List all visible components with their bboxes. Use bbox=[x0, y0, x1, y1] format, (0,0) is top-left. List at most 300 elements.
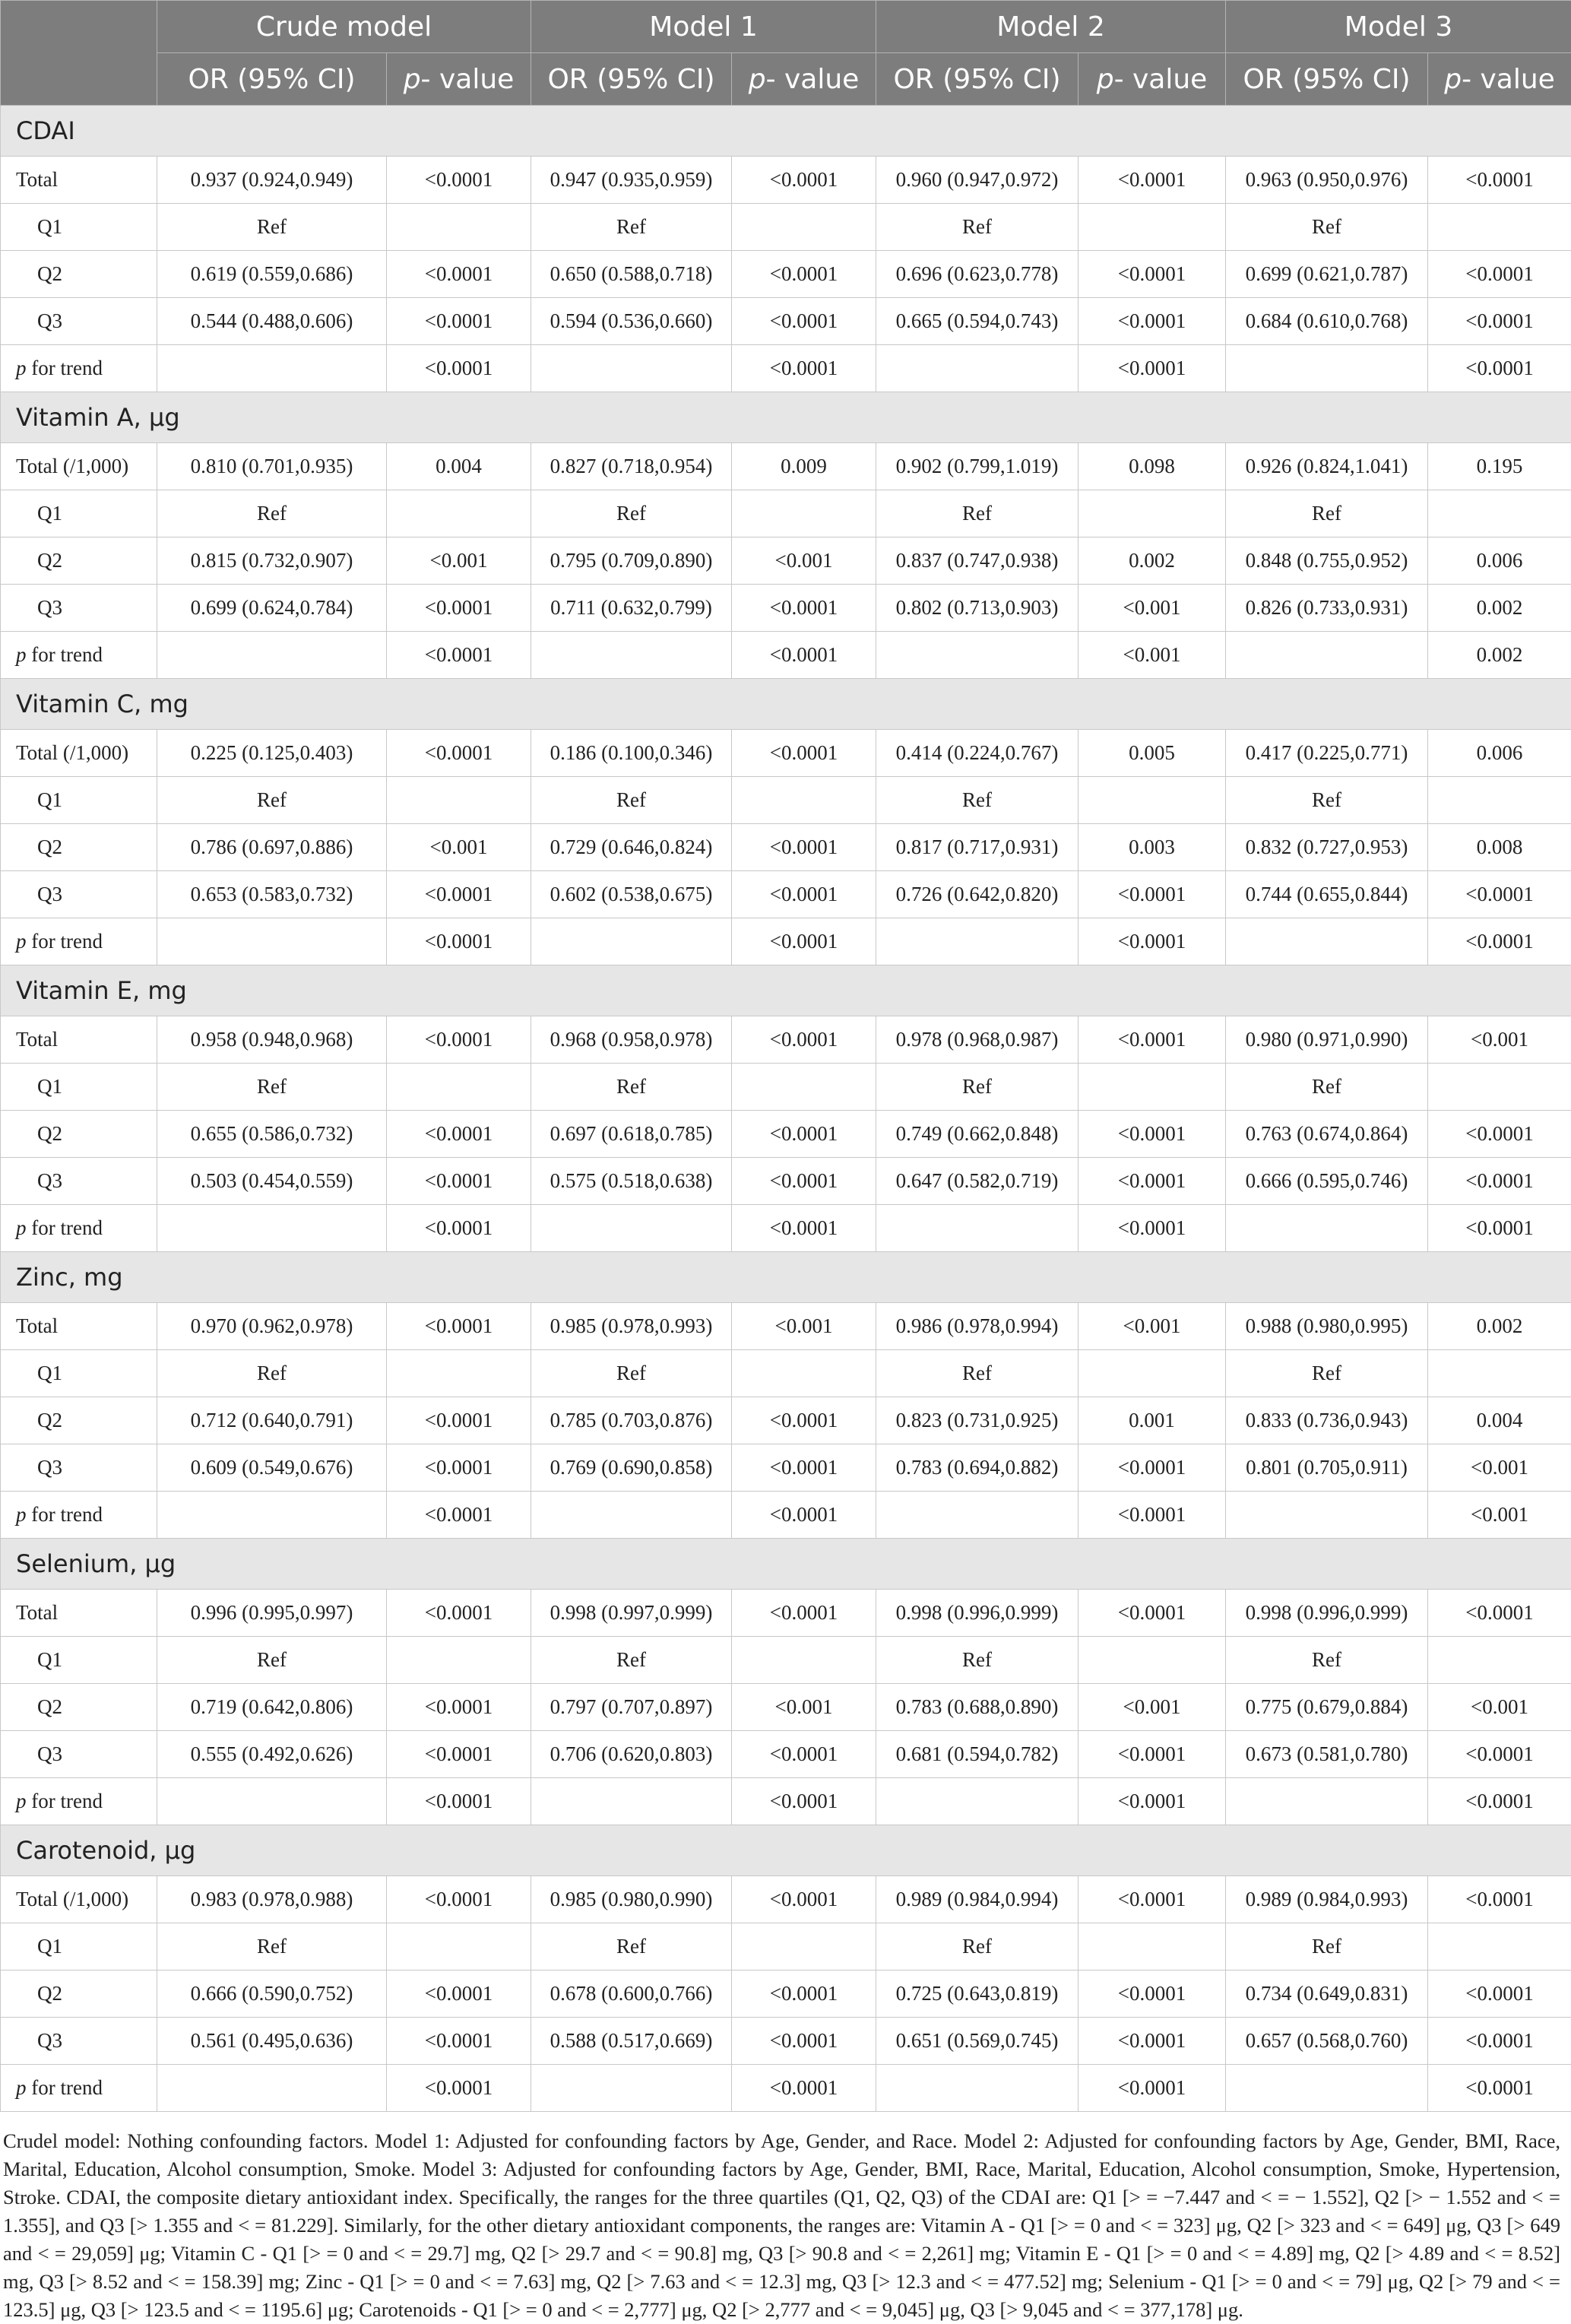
table-row bbox=[1, 730, 1571, 777]
or-ci-cell: 0.684 (0.610,0.768) bbox=[1226, 298, 1428, 345]
section-header-row bbox=[1, 392, 1571, 443]
p-value-cell: <0.0001 bbox=[387, 345, 531, 392]
row-label: Q2 bbox=[1, 1970, 157, 2018]
p-value-cell: <0.0001 bbox=[732, 1731, 876, 1778]
p-value-cell: <0.0001 bbox=[732, 1970, 876, 2018]
or-ci-cell: 0.988 (0.980,0.995) bbox=[1226, 1303, 1428, 1350]
row-label: Q2 bbox=[1, 1684, 157, 1731]
row-label: Q1 bbox=[1, 1923, 157, 1970]
section-title: Carotenoid, μg bbox=[1, 1825, 1571, 1876]
table-row bbox=[1, 1590, 1571, 1637]
p-value-cell: <0.0001 bbox=[1078, 1205, 1226, 1252]
p-value-cell: <0.001 bbox=[1428, 1016, 1571, 1064]
p-value-cell bbox=[387, 777, 531, 824]
p-value-cell: <0.0001 bbox=[387, 1303, 531, 1350]
row-label: Q3 bbox=[1, 2018, 157, 2065]
or-ci-cell: 0.678 (0.600,0.766) bbox=[531, 1970, 732, 2018]
p-value-cell bbox=[1078, 1923, 1226, 1970]
table-body bbox=[1, 106, 1571, 2112]
p-value-cell: 0.006 bbox=[1428, 730, 1571, 777]
p-value-cell: <0.0001 bbox=[732, 345, 876, 392]
table-row bbox=[1, 1397, 1571, 1444]
or-ci-cell bbox=[157, 918, 387, 965]
or-ci-cell: Ref bbox=[531, 490, 732, 537]
p-value-cell: 0.005 bbox=[1078, 730, 1226, 777]
p-value-cell: <0.0001 bbox=[1428, 251, 1571, 298]
or-ci-cell: 0.902 (0.799,1.019) bbox=[876, 443, 1078, 490]
row-label: Q2 bbox=[1, 1111, 157, 1158]
p-value-cell: <0.001 bbox=[732, 1303, 876, 1350]
p-value-cell bbox=[1428, 490, 1571, 537]
or-ci-cell: 0.653 (0.583,0.732) bbox=[157, 871, 387, 918]
or-ci-cell: Ref bbox=[531, 1064, 732, 1111]
p-value-suffix: - value bbox=[421, 64, 515, 95]
p-value-cell: 0.009 bbox=[732, 443, 876, 490]
p-value-header bbox=[387, 53, 531, 106]
subheader-row bbox=[1, 53, 1571, 106]
p-value-cell: <0.0001 bbox=[387, 632, 531, 679]
p-value-cell: <0.0001 bbox=[732, 1205, 876, 1252]
or-ci-cell: 0.832 (0.727,0.953) bbox=[1226, 824, 1428, 871]
or-ci-cell: 0.417 (0.225,0.771) bbox=[1226, 730, 1428, 777]
p-value-cell bbox=[1078, 1637, 1226, 1684]
p-value-cell bbox=[1428, 1923, 1571, 1970]
p-value-cell: <0.0001 bbox=[732, 2065, 876, 2112]
p-value-cell: <0.001 bbox=[1078, 632, 1226, 679]
p-value-suffix: - value bbox=[1114, 64, 1208, 95]
p-value-cell: <0.0001 bbox=[732, 585, 876, 632]
or-ci-cell: 0.823 (0.731,0.925) bbox=[876, 1397, 1078, 1444]
or-ci-cell: 0.837 (0.747,0.938) bbox=[876, 537, 1078, 585]
row-label: Total (/1,000) bbox=[1, 730, 157, 777]
or-ci-cell: 0.414 (0.224,0.767) bbox=[876, 730, 1078, 777]
p-value-cell: 0.002 bbox=[1428, 585, 1571, 632]
or-ci-cell: 0.609 (0.549,0.676) bbox=[157, 1444, 387, 1492]
or-ci-cell bbox=[157, 1205, 387, 1252]
corner-cell bbox=[1, 1, 157, 106]
or-ci-cell bbox=[531, 918, 732, 965]
or-ci-cell: 0.963 (0.950,0.976) bbox=[1226, 157, 1428, 204]
row-label: Q2 bbox=[1, 537, 157, 585]
trend-label-suffix: for trend bbox=[27, 643, 103, 666]
table-row bbox=[1, 1637, 1571, 1684]
table-row bbox=[1, 1064, 1571, 1111]
or-ci-cell: 0.815 (0.732,0.907) bbox=[157, 537, 387, 585]
or-ci-cell bbox=[876, 632, 1078, 679]
p-value-cell: <0.0001 bbox=[387, 1158, 531, 1205]
trend-label-suffix: for trend bbox=[27, 2076, 103, 2099]
or-ci-cell bbox=[1226, 918, 1428, 965]
table-row bbox=[1, 824, 1571, 871]
model-header-row bbox=[1, 1, 1571, 53]
or-ci-cell: 0.775 (0.679,0.884) bbox=[1226, 1684, 1428, 1731]
or-ci-cell: 0.673 (0.581,0.780) bbox=[1226, 1731, 1428, 1778]
p-value-cell: <0.0001 bbox=[1428, 1111, 1571, 1158]
or-ci-cell: 0.989 (0.984,0.993) bbox=[1226, 1876, 1428, 1923]
or-ci-cell: Ref bbox=[876, 1064, 1078, 1111]
or-ci-cell: 0.998 (0.996,0.999) bbox=[1226, 1590, 1428, 1637]
p-value-cell: <0.0001 bbox=[1078, 157, 1226, 204]
p-value-cell: <0.0001 bbox=[732, 298, 876, 345]
p-value-cell: <0.0001 bbox=[1078, 345, 1226, 392]
p-value-cell: <0.0001 bbox=[387, 1778, 531, 1825]
p-value-header bbox=[732, 53, 876, 106]
or-ci-cell: 0.681 (0.594,0.782) bbox=[876, 1731, 1078, 1778]
row-label: Q1 bbox=[1, 1637, 157, 1684]
p-value-cell: <0.0001 bbox=[387, 157, 531, 204]
section-header-row bbox=[1, 965, 1571, 1016]
or-ci-cell bbox=[157, 632, 387, 679]
or-ci-cell: Ref bbox=[1226, 777, 1428, 824]
or-ci-cell: 0.186 (0.100,0.346) bbox=[531, 730, 732, 777]
or-ci-cell: Ref bbox=[531, 204, 732, 251]
or-ci-cell: Ref bbox=[876, 204, 1078, 251]
p-value-cell: <0.001 bbox=[1078, 1684, 1226, 1731]
table-row bbox=[1, 1923, 1571, 1970]
or-ci-cell bbox=[876, 1492, 1078, 1539]
or-ci-cell: 0.827 (0.718,0.954) bbox=[531, 443, 732, 490]
or-ci-cell: 0.594 (0.536,0.660) bbox=[531, 298, 732, 345]
p-value-cell: <0.0001 bbox=[387, 1444, 531, 1492]
p-value-cell: <0.0001 bbox=[1428, 1876, 1571, 1923]
table-row bbox=[1, 537, 1571, 585]
or-ci-cell bbox=[531, 2065, 732, 2112]
row-label: Q3 bbox=[1, 585, 157, 632]
or-ci-cell: Ref bbox=[876, 1350, 1078, 1397]
p-value-cell bbox=[732, 204, 876, 251]
trend-p-italic: p bbox=[16, 643, 27, 666]
or-ci-cell: 0.978 (0.968,0.987) bbox=[876, 1016, 1078, 1064]
or-ci-cell: 0.666 (0.590,0.752) bbox=[157, 1970, 387, 2018]
p-value-cell: <0.0001 bbox=[387, 1397, 531, 1444]
p-value-cell: <0.0001 bbox=[387, 298, 531, 345]
p-value-cell: <0.001 bbox=[1428, 1492, 1571, 1539]
trend-p-italic: p bbox=[16, 1790, 27, 1812]
trend-p-italic: p bbox=[16, 2076, 27, 2099]
p-value-cell: <0.0001 bbox=[1428, 1590, 1571, 1637]
or-ci-cell: Ref bbox=[531, 1637, 732, 1684]
trend-label bbox=[1, 1778, 157, 1825]
or-ci-cell: 0.503 (0.454,0.559) bbox=[157, 1158, 387, 1205]
trend-label bbox=[1, 345, 157, 392]
model-header: Model 1 bbox=[531, 1, 876, 53]
p-value-cell: <0.0001 bbox=[1078, 1158, 1226, 1205]
trend-p-italic: p bbox=[16, 1503, 27, 1526]
p-value-cell: <0.0001 bbox=[732, 918, 876, 965]
or-ci-cell: 0.657 (0.568,0.760) bbox=[1226, 2018, 1428, 2065]
or-ci-header: OR (95% CI) bbox=[1226, 53, 1428, 106]
trend-label bbox=[1, 1492, 157, 1539]
row-label: Total (/1,000) bbox=[1, 1876, 157, 1923]
or-ci-cell bbox=[876, 1205, 1078, 1252]
section-header-row bbox=[1, 106, 1571, 157]
or-ci-cell bbox=[157, 1778, 387, 1825]
p-value-cell: <0.0001 bbox=[387, 2065, 531, 2112]
p-value-cell: <0.0001 bbox=[1428, 918, 1571, 965]
or-ci-cell: 0.619 (0.559,0.686) bbox=[157, 251, 387, 298]
row-label: Total bbox=[1, 157, 157, 204]
p-value-cell: <0.0001 bbox=[1428, 345, 1571, 392]
trend-row bbox=[1, 632, 1571, 679]
p-value-cell: <0.0001 bbox=[1078, 298, 1226, 345]
or-ci-cell bbox=[1226, 2065, 1428, 2112]
or-ci-cell: 0.699 (0.624,0.784) bbox=[157, 585, 387, 632]
p-value-cell: 0.001 bbox=[1078, 1397, 1226, 1444]
p-value-cell: <0.0001 bbox=[732, 1111, 876, 1158]
or-ci-cell: 0.795 (0.709,0.890) bbox=[531, 537, 732, 585]
p-value-cell: <0.0001 bbox=[387, 1016, 531, 1064]
trend-p-italic: p bbox=[16, 930, 27, 953]
p-value-cell bbox=[1428, 204, 1571, 251]
or-ci-cell bbox=[531, 1492, 732, 1539]
or-ci-cell: 0.697 (0.618,0.785) bbox=[531, 1111, 732, 1158]
or-ci-cell: Ref bbox=[531, 1923, 732, 1970]
p-value-cell bbox=[1428, 777, 1571, 824]
row-label: Q1 bbox=[1, 204, 157, 251]
p-value-suffix: - value bbox=[1462, 64, 1555, 95]
table-row bbox=[1, 2018, 1571, 2065]
or-ci-cell: 0.665 (0.594,0.743) bbox=[876, 298, 1078, 345]
trend-label bbox=[1, 918, 157, 965]
p-value-cell: <0.0001 bbox=[732, 157, 876, 204]
p-value-cell: <0.0001 bbox=[732, 824, 876, 871]
p-value-cell bbox=[1078, 777, 1226, 824]
table-row bbox=[1, 1684, 1571, 1731]
p-value-cell: <0.0001 bbox=[732, 1397, 876, 1444]
p-value-cell bbox=[1078, 1350, 1226, 1397]
p-value-cell: <0.0001 bbox=[387, 1970, 531, 2018]
p-value-cell bbox=[387, 1923, 531, 1970]
or-ci-cell: 0.986 (0.978,0.994) bbox=[876, 1303, 1078, 1350]
table-row bbox=[1, 204, 1571, 251]
p-value-cell: <0.0001 bbox=[1078, 1731, 1226, 1778]
p-value-cell: <0.001 bbox=[732, 537, 876, 585]
or-ci-cell: 0.833 (0.736,0.943) bbox=[1226, 1397, 1428, 1444]
row-label: Q2 bbox=[1, 824, 157, 871]
or-ci-cell bbox=[876, 2065, 1078, 2112]
or-ci-cell: Ref bbox=[876, 490, 1078, 537]
trend-label bbox=[1, 632, 157, 679]
or-ci-cell: 0.647 (0.582,0.719) bbox=[876, 1158, 1078, 1205]
p-value-header bbox=[1078, 53, 1226, 106]
table-row bbox=[1, 1876, 1571, 1923]
p-value-cell: <0.0001 bbox=[732, 1778, 876, 1825]
p-value-cell: <0.0001 bbox=[732, 1016, 876, 1064]
table-footnote: Crudel model: Nothing confounding factors. Model 1: Adjusted for confounding factors by Age, Gender, and Race. Model 2: Adjusted for confounding factors by Age, Gender, BMI, Race, Marital, Education, Alcohol consumption, Smoke. Model 3: Adjusted for confounding factors by Age, Gender, BMI, Race, Marital, Education, Alcohol consumption, Smoke, Hypertension, Stroke. CDAI, the composite dietary antioxidant index. Specifically, the ranges for the three quartiles (Q1, Q2, Q3) of the CDAI are: Q1 [> = −7.447 and < = − 1.552], Q2 [> − 1.552 and < = 1.355], and Q3 [> 1.355 and < = 81.229]. Similarly, for the other dietary antioxidant components, the ranges are: Vitamin A - Q1 [> = 0 and < = 323] μg, Q2 [> 323 and < = 649] μg, Q3 [> 649 and < = 29,059] μg; Vitamin C - Q1 [> = 0 and < = 29.7] mg, Q2 [> 29.7 and < = 90.8] mg, Q3 [> 90.8 and < = 2,261] mg; Vitamin E - Q1 [> = 0 and < = 4.89] mg, Q2 [> 4.89 and < = 8.52] mg, Q3 [> 8.52 and < = 158.39] mg; Zinc - Q1 [> = 0 and < = 7.63] mg, Q2 [> 7.63 and < = 12.3] mg, Q3 [> 12.3 and < = 477.52] mg; Selenium - Q1 [> = 0 and < = 79] μg, Q2 [> 79 and < = 123.5] μg, Q3 [> 123.5 and < = 1195.6] μg; Carotenoids - Q1 [> = 0 and < = 2,777] μg, Q2 [> 2,777 and < = 9,045] μg, Q3 [> 9,045 and < = 377,178] μg. bbox=[0, 2112, 1571, 2324]
p-italic: p bbox=[1097, 64, 1114, 95]
p-value-cell: 0.004 bbox=[387, 443, 531, 490]
or-ci-cell: 0.575 (0.518,0.638) bbox=[531, 1158, 732, 1205]
row-label: Total (/1,000) bbox=[1, 443, 157, 490]
model-header: Model 2 bbox=[876, 1, 1226, 53]
p-value-cell: <0.0001 bbox=[387, 871, 531, 918]
or-ci-cell: 0.989 (0.984,0.994) bbox=[876, 1876, 1078, 1923]
p-value-cell: 0.008 bbox=[1428, 824, 1571, 871]
or-ci-cell: 0.712 (0.640,0.791) bbox=[157, 1397, 387, 1444]
or-ci-cell bbox=[1226, 1205, 1428, 1252]
trend-label-suffix: for trend bbox=[27, 1503, 103, 1526]
trend-row bbox=[1, 345, 1571, 392]
or-ci-cell: 0.817 (0.717,0.931) bbox=[876, 824, 1078, 871]
table-row bbox=[1, 1016, 1571, 1064]
or-ci-cell bbox=[876, 345, 1078, 392]
p-value-cell: <0.0001 bbox=[732, 1158, 876, 1205]
or-ci-cell: 0.998 (0.996,0.999) bbox=[876, 1590, 1078, 1637]
p-value-cell: 0.003 bbox=[1078, 824, 1226, 871]
or-ci-cell: 0.802 (0.713,0.903) bbox=[876, 585, 1078, 632]
p-value-cell: <0.0001 bbox=[1078, 1492, 1226, 1539]
p-value-cell: <0.0001 bbox=[732, 1590, 876, 1637]
p-value-cell: <0.0001 bbox=[1428, 1731, 1571, 1778]
model-header: Crude model bbox=[157, 1, 531, 53]
p-value-cell: <0.0001 bbox=[387, 730, 531, 777]
row-label: Total bbox=[1, 1016, 157, 1064]
p-value-cell: <0.0001 bbox=[387, 585, 531, 632]
p-value-cell: <0.0001 bbox=[1078, 1590, 1226, 1637]
or-ci-cell: 0.960 (0.947,0.972) bbox=[876, 157, 1078, 204]
p-value-cell: <0.0001 bbox=[1078, 1016, 1226, 1064]
trend-label-suffix: for trend bbox=[27, 1790, 103, 1812]
section-header-row bbox=[1, 679, 1571, 730]
p-value-cell: <0.0001 bbox=[387, 1731, 531, 1778]
p-value-cell: 0.002 bbox=[1428, 1303, 1571, 1350]
or-ci-cell: Ref bbox=[1226, 1350, 1428, 1397]
or-ci-cell: Ref bbox=[157, 777, 387, 824]
table-row bbox=[1, 1970, 1571, 2018]
p-value-cell: <0.0001 bbox=[1078, 251, 1226, 298]
table-row bbox=[1, 1350, 1571, 1397]
p-value-cell: 0.098 bbox=[1078, 443, 1226, 490]
or-ci-cell: 0.783 (0.694,0.882) bbox=[876, 1444, 1078, 1492]
p-value-cell: <0.0001 bbox=[387, 1684, 531, 1731]
p-value-cell bbox=[1078, 1064, 1226, 1111]
or-ci-cell: 0.801 (0.705,0.911) bbox=[1226, 1444, 1428, 1492]
section-header-row bbox=[1, 1825, 1571, 1876]
or-ci-cell: 0.970 (0.962,0.978) bbox=[157, 1303, 387, 1350]
row-label: Q1 bbox=[1, 1064, 157, 1111]
table-row bbox=[1, 777, 1571, 824]
p-value-cell: <0.0001 bbox=[1428, 1778, 1571, 1825]
or-ci-cell: 0.719 (0.642,0.806) bbox=[157, 1684, 387, 1731]
p-value-header bbox=[1428, 53, 1571, 106]
p-value-cell: <0.0001 bbox=[1078, 918, 1226, 965]
or-ci-cell: Ref bbox=[876, 1923, 1078, 1970]
row-label: Q3 bbox=[1, 1731, 157, 1778]
row-label: Q2 bbox=[1, 1397, 157, 1444]
p-value-cell: <0.0001 bbox=[387, 1590, 531, 1637]
row-label: Q1 bbox=[1, 490, 157, 537]
p-italic: p bbox=[1444, 64, 1462, 95]
or-ci-cell: 0.785 (0.703,0.876) bbox=[531, 1397, 732, 1444]
table-row bbox=[1, 871, 1571, 918]
p-value-cell bbox=[387, 1637, 531, 1684]
or-ci-cell: 0.749 (0.662,0.848) bbox=[876, 1111, 1078, 1158]
table-row bbox=[1, 1303, 1571, 1350]
section-title: Selenium, μg bbox=[1, 1539, 1571, 1590]
table-header bbox=[1, 1, 1571, 106]
or-ci-cell: 0.588 (0.517,0.669) bbox=[531, 2018, 732, 2065]
section-title: Vitamin A, μg bbox=[1, 392, 1571, 443]
row-label: Q3 bbox=[1, 298, 157, 345]
or-ci-cell: Ref bbox=[1226, 1923, 1428, 1970]
or-ci-cell: 0.729 (0.646,0.824) bbox=[531, 824, 732, 871]
trend-label-suffix: for trend bbox=[27, 357, 103, 379]
or-ci-cell: 0.985 (0.980,0.990) bbox=[531, 1876, 732, 1923]
or-ci-cell: 0.848 (0.755,0.952) bbox=[1226, 537, 1428, 585]
p-value-cell: <0.0001 bbox=[732, 2018, 876, 2065]
or-ci-cell: 0.555 (0.492,0.626) bbox=[157, 1731, 387, 1778]
or-ci-cell: 0.651 (0.569,0.745) bbox=[876, 2018, 1078, 2065]
trend-p-italic: p bbox=[16, 1216, 27, 1239]
or-ci-cell: 0.797 (0.707,0.897) bbox=[531, 1684, 732, 1731]
or-ci-cell: 0.744 (0.655,0.844) bbox=[1226, 871, 1428, 918]
section-title: Vitamin E, mg bbox=[1, 965, 1571, 1016]
p-value-cell: <0.0001 bbox=[387, 1111, 531, 1158]
table-row bbox=[1, 1111, 1571, 1158]
p-value-cell bbox=[732, 490, 876, 537]
trend-row bbox=[1, 918, 1571, 965]
p-value-cell: 0.195 bbox=[1428, 443, 1571, 490]
or-ci-cell: 0.826 (0.733,0.931) bbox=[1226, 585, 1428, 632]
row-label: Q2 bbox=[1, 251, 157, 298]
or-ci-cell: 0.650 (0.588,0.718) bbox=[531, 251, 732, 298]
p-value-cell: 0.006 bbox=[1428, 537, 1571, 585]
or-ci-cell bbox=[1226, 1778, 1428, 1825]
or-ci-cell bbox=[157, 345, 387, 392]
p-value-cell: <0.0001 bbox=[387, 1492, 531, 1539]
or-ci-cell: 0.998 (0.997,0.999) bbox=[531, 1590, 732, 1637]
or-ci-cell: Ref bbox=[157, 1350, 387, 1397]
p-value-cell: <0.0001 bbox=[1428, 157, 1571, 204]
or-ci-cell: 0.696 (0.623,0.778) bbox=[876, 251, 1078, 298]
p-value-cell bbox=[732, 1923, 876, 1970]
or-ci-cell: 0.734 (0.649,0.831) bbox=[1226, 1970, 1428, 2018]
or-ci-cell: Ref bbox=[876, 1637, 1078, 1684]
or-ci-cell: Ref bbox=[531, 1350, 732, 1397]
or-ci-cell: 0.783 (0.688,0.890) bbox=[876, 1684, 1078, 1731]
p-value-cell: <0.0001 bbox=[387, 918, 531, 965]
or-ci-cell: 0.926 (0.824,1.041) bbox=[1226, 443, 1428, 490]
or-ci-cell: 0.655 (0.586,0.732) bbox=[157, 1111, 387, 1158]
row-label: Total bbox=[1, 1590, 157, 1637]
or-ci-cell: 0.947 (0.935,0.959) bbox=[531, 157, 732, 204]
or-ci-cell: 0.544 (0.488,0.606) bbox=[157, 298, 387, 345]
trend-row bbox=[1, 1205, 1571, 1252]
section-header-row bbox=[1, 1252, 1571, 1303]
p-value-cell: <0.001 bbox=[1428, 1444, 1571, 1492]
p-value-cell: <0.0001 bbox=[1428, 298, 1571, 345]
p-value-cell bbox=[1078, 490, 1226, 537]
trend-p-italic: p bbox=[16, 357, 27, 379]
table-row bbox=[1, 490, 1571, 537]
table-row bbox=[1, 443, 1571, 490]
table-row bbox=[1, 585, 1571, 632]
p-value-cell: <0.0001 bbox=[387, 1876, 531, 1923]
or-ci-cell: Ref bbox=[876, 777, 1078, 824]
row-label: Total bbox=[1, 1303, 157, 1350]
p-value-cell: <0.0001 bbox=[1428, 871, 1571, 918]
p-value-cell bbox=[732, 1064, 876, 1111]
p-value-cell: <0.0001 bbox=[732, 1492, 876, 1539]
p-value-cell: <0.0001 bbox=[1428, 2065, 1571, 2112]
p-value-cell: 0.002 bbox=[1078, 537, 1226, 585]
trend-label bbox=[1, 2065, 157, 2112]
or-ci-cell: Ref bbox=[157, 1064, 387, 1111]
section-title: Vitamin C, mg bbox=[1, 679, 1571, 730]
p-value-cell: <0.0001 bbox=[732, 730, 876, 777]
or-ci-cell: Ref bbox=[531, 777, 732, 824]
or-ci-cell: Ref bbox=[157, 1637, 387, 1684]
